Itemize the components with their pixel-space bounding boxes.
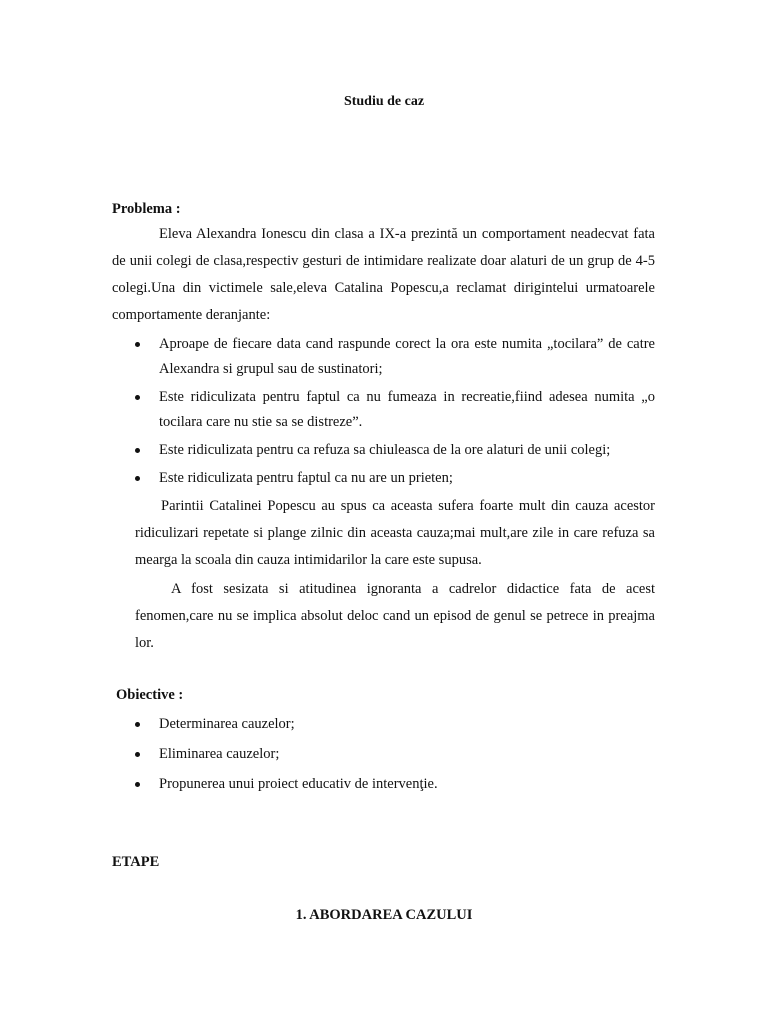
list-item: Este ridiculizata pentru ca refuza sa chiuleasca de la ore alaturi de unii colegi; [135,438,655,463]
bullet-icon [135,395,140,400]
bullet-icon [135,752,140,757]
bullet-icon [135,342,140,347]
list-item: Este ridiculizata pentru faptul ca nu are un prieten; [135,466,655,491]
problema-bullet-list [135,332,655,491]
obiective-bullet-list [135,712,655,797]
parinti-paragraph [135,493,655,574]
list-item: Eliminarea cauzelor; [135,742,655,767]
problema-intro-paragraph [112,221,655,329]
section-title-abordarea: 1. ABORDAREA CAZULUI [295,907,473,923]
bullet-icon [135,722,140,727]
page-title: Studiu de caz [343,94,425,109]
list-item: Determinarea cauzelor; [135,712,655,737]
list-item: Propunerea unui proiect educativ de intervenţie. [135,772,655,797]
problema-heading: Problema : [112,201,181,217]
sesizata-paragraph [135,576,655,657]
parinti-text: Parintii Catalinei Popescu au spus ca aceasta sufera foarte mult din cauza acestor ridiculizari repetate si plange zilnic din aceasta cauza;mai mult,are zile in care refuza sa mearga la scoala din cauza intimidarilor la care este supusa. [135,498,655,568]
bullet-icon [135,448,140,453]
bullet-icon [135,782,140,787]
list-item: Este ridiculizata pentru faptul ca nu fumeaza in recreatie,fiind adesea numita „o tocilara care nu stie sa se distreze”. [135,385,655,435]
problema-intro-text: Eleva Alexandra Ionescu din clasa a IX-a prezintă un comportament neadecvat fata de unii colegi de clasa,respectiv gesturi de intimidare realizate doar alaturi de un grup de 4-5 colegi.Una din victimele sale,eleva Catalina Popescu,a reclamat dirigintelui urmatoarele comportamente deranjante: [112,226,655,323]
etape-heading: ETAPE [112,854,160,870]
list-item: Aproape de fiecare data cand raspunde corect la ora este numita „tocilara” de catre Alexandra si grupul sau de sustinatori; [135,332,655,382]
sesizata-text: A fost sesizata si atitudinea ignoranta a cadrelor didactice fata de acest fenomen,care nu se implica absolut deloc cand un episod de genul se petrece in preajma lor. [135,581,655,651]
obiective-heading: Obiective : [116,687,184,703]
bullet-icon [135,476,140,481]
